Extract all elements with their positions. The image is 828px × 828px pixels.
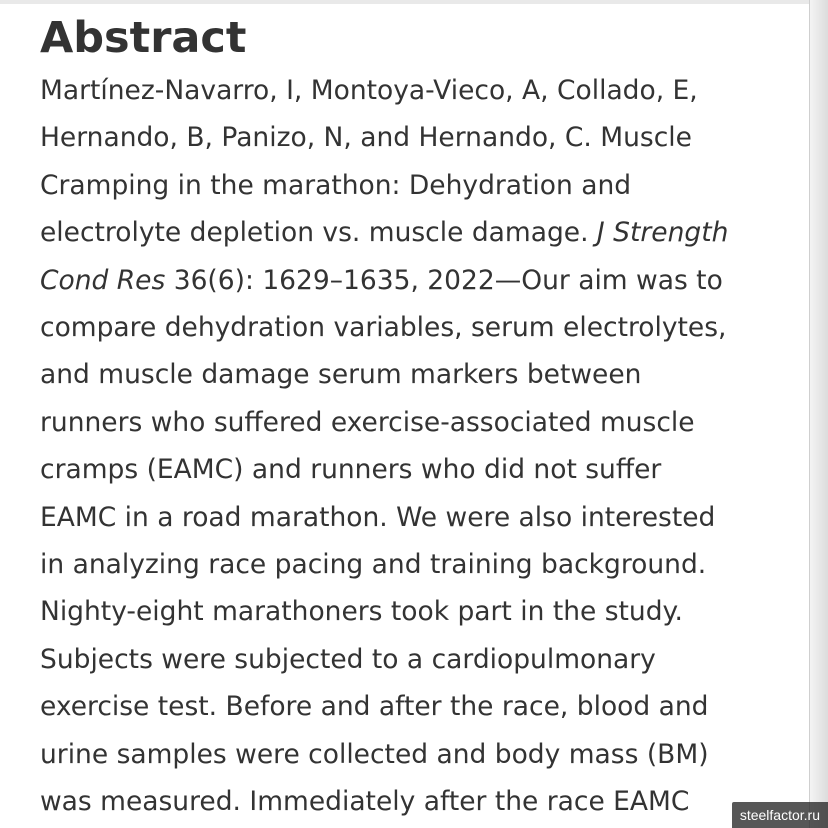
abstract-line: urine samples were collected and body mass (BM) — [40, 738, 709, 770]
abstract-line — [40, 209, 820, 256]
journal-name: J Strength — [596, 217, 729, 249]
abstract-line: in analyzing race pacing and training background. — [40, 549, 707, 581]
abstract-line: Martínez-Navarro, I, Montoya-Vieco, A, Collado, E, — [40, 75, 698, 106]
journal-name: Cond Res — [40, 264, 166, 296]
abstract-line: exercise test. Before and after the race, blood and — [40, 691, 709, 723]
top-border — [0, 0, 828, 4]
abstract-line: Cramping in the marathon: Dehydration and — [40, 169, 632, 201]
abstract-line: runners who suffered exercise-associated muscle — [40, 406, 695, 438]
abstract-line: Hernando, B, Panizo, N, and Hernando, C. Muscle — [40, 122, 692, 154]
abstract-line — [40, 257, 820, 304]
abstract-line: Nighty-eight marathoners took part in the study. — [40, 596, 683, 628]
abstract-body — [40, 67, 820, 826]
abstract-line: was measured. Immediately after the race EAMC — [40, 786, 690, 818]
abstract-text-segment: 36(6): 1629–1635, 2022—Our aim was to — [165, 264, 723, 296]
abstract-text-segment: electrolyte depletion vs. muscle damage. — [40, 217, 597, 249]
abstract-heading: Abstract — [40, 13, 247, 63]
abstract-line: EAMC in a road marathon. We were also interested — [40, 501, 716, 533]
watermark-label: steelfactor.ru — [732, 802, 828, 828]
abstract-line: cramps (EAMC) and runners who did not suffer — [40, 454, 662, 486]
abstract-line: compare dehydration variables, serum electrolytes, — [40, 312, 727, 344]
abstract-line: and muscle damage serum markers between — [40, 359, 642, 391]
abstract-line: Subjects were subjected to a cardiopulmonary — [40, 643, 656, 675]
